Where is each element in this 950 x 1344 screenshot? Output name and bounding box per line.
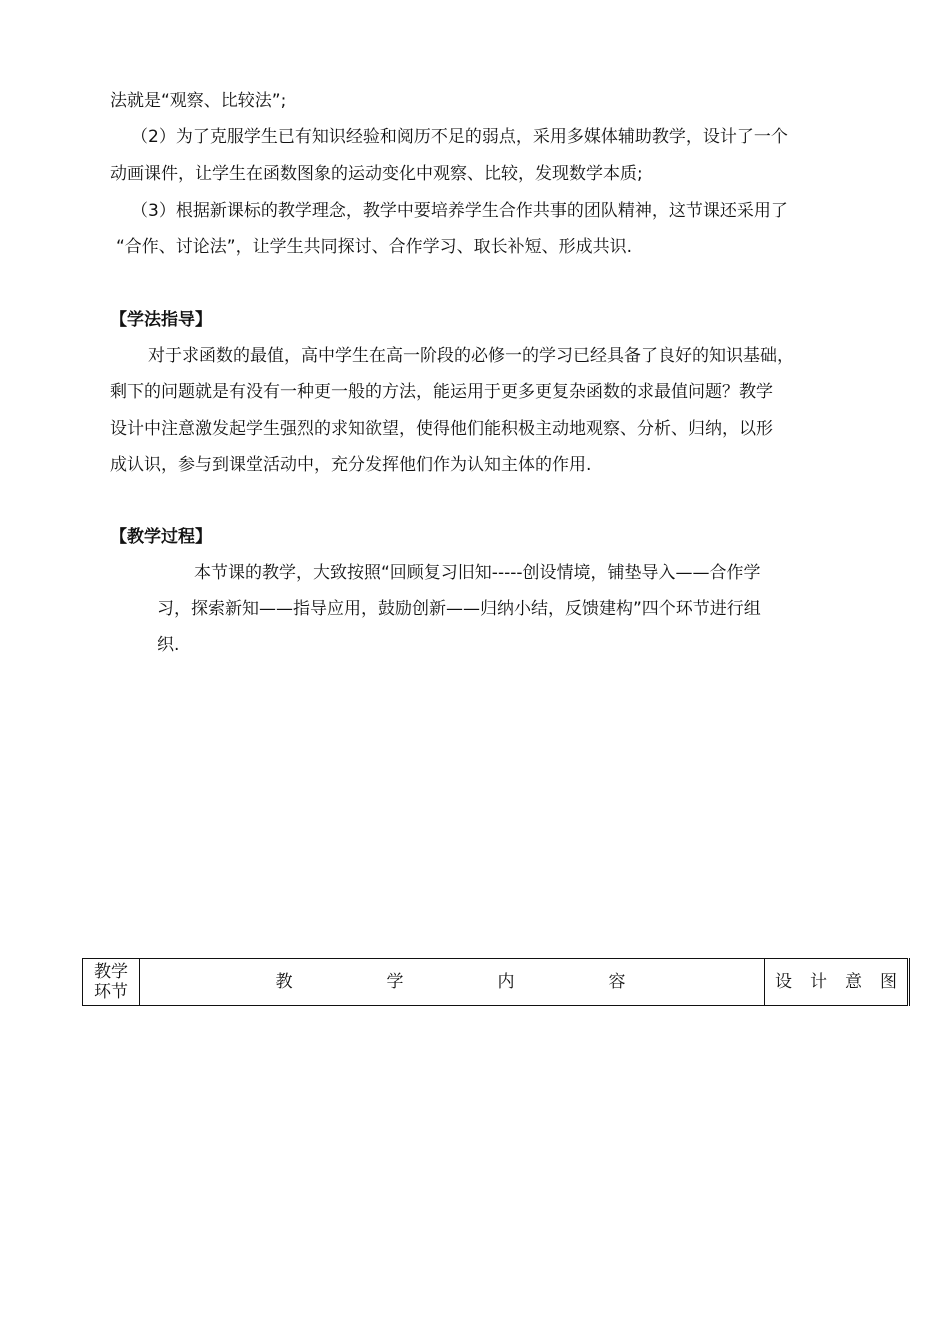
paragraph-line: 成认识，参与到课堂活动中，充分发挥他们作为认知主体的作用. [110, 455, 592, 475]
paragraph-line: 对于求函数的最值，高中学生在高一阶段的必修一的学习已经具备了良好的知识基础， [148, 346, 794, 366]
stage-header-top: 教学 [94, 962, 128, 982]
paragraph-line: “合作、讨论法”，让学生共同探讨、合作学习、取长补短、形成共识. [116, 237, 633, 257]
intent-header-char: 意 [845, 972, 862, 992]
stage-header-cell [83, 959, 140, 1006]
paragraph-line: （3）根据新课标的教学理念，教学中要培养学生合作共事的团队精神，这节课还采用了 [131, 201, 788, 221]
paragraph-line: 本节课的教学，大致按照“回顾复习旧知-----创设情境，铺垫导入——合作学 [194, 563, 761, 583]
teaching-process-table [82, 958, 910, 1006]
stage-header-bottom: 环节 [94, 982, 128, 1002]
paragraph-line: 设计中注意激发起学生强烈的求知欲望，使得他们能积极主动地观察、分析、归纳，以形 [110, 419, 773, 439]
content-header-cell [140, 959, 765, 1006]
intent-header-char: 计 [810, 972, 827, 992]
content-header-char: 学 [386, 972, 407, 992]
table-header-row [83, 959, 909, 1006]
paragraph-line: 织. [157, 635, 180, 655]
intent-header-cell [765, 959, 909, 1006]
section-heading: 【教学过程】 [110, 527, 212, 547]
content-header-char: 容 [608, 972, 629, 992]
paragraph-line: 动画课件，让学生在函数图象的运动变化中观察、比较，发现数学本质; [110, 164, 643, 184]
paragraph-line: 法就是“观察、比较法”; [110, 91, 287, 111]
intent-header-char: 图 [880, 972, 897, 992]
intent-header-char: 设 [775, 972, 792, 992]
paragraph-line: 习，探索新知——指导应用，鼓励创新——归纳小结，反馈建构”四个环节进行组 [157, 599, 761, 619]
content-header-char: 教 [275, 972, 296, 992]
paragraph-line: 剩下的问题就是有没有一种更一般的方法，能运用于更多更复杂函数的求最值问题？教学 [110, 382, 773, 402]
paragraph-line: （2）为了克服学生已有知识经验和阅历不足的弱点，采用多媒体辅助教学，设计了一个 [131, 127, 788, 147]
content-header-char: 内 [497, 972, 518, 992]
section-heading: 【学法指导】 [110, 310, 212, 330]
